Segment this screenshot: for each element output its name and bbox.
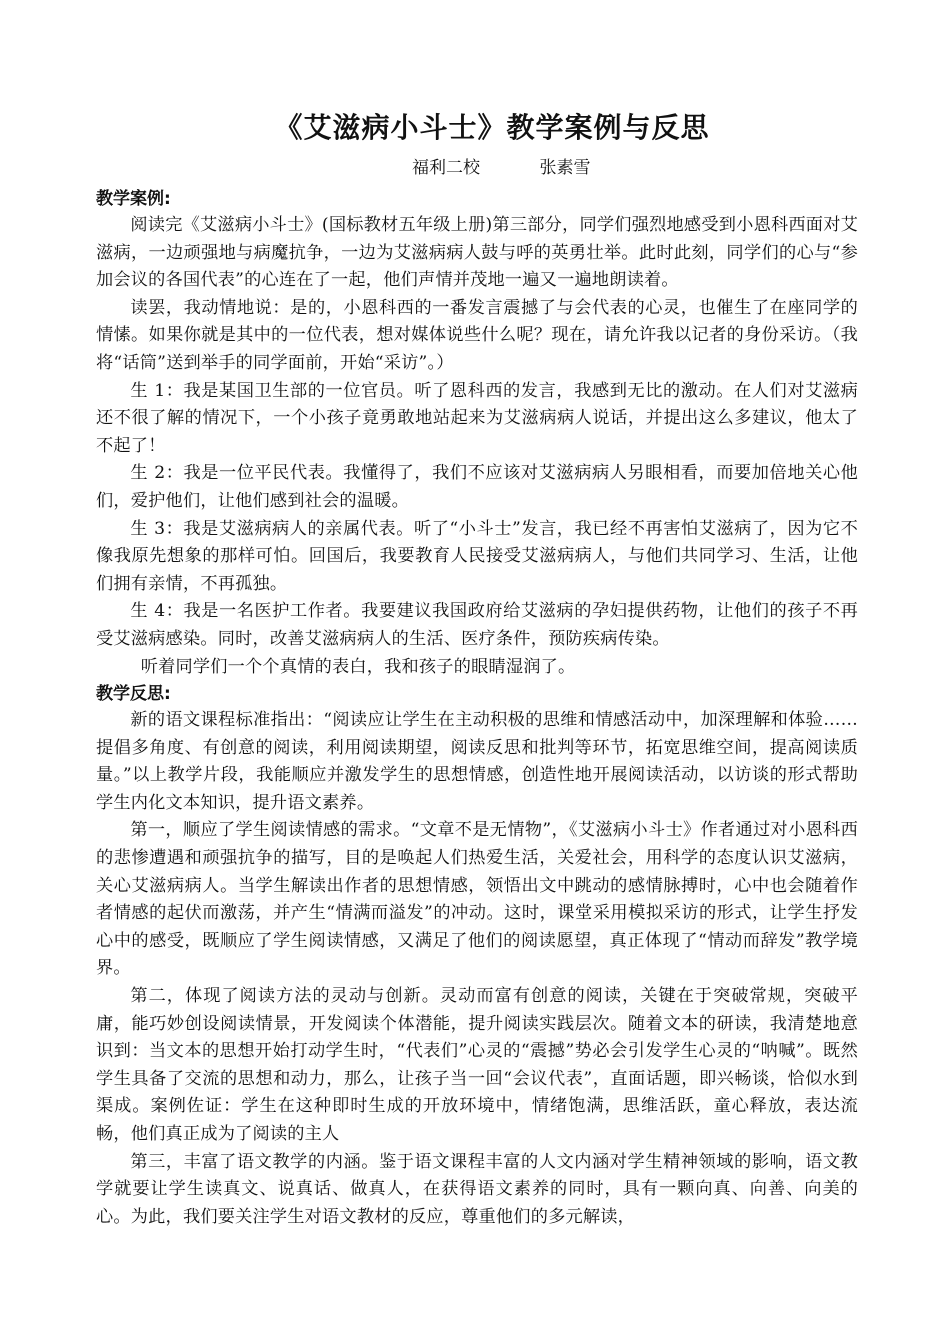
reflection-paragraph: 新的语文课程标准指出：“阅读应让学生在主动积极的思维和情感活动中，加深理解和体验……提倡多角度、有创意的阅读，利用阅读期望，阅读反思和批判等环节，拓宽思维空间，提高阅读质量。”以上教学片段，我能顺应并激发学生的思想情感，创造性地开展阅读活动，以访谈的形式帮助学生内化文本知识，提升语文素养。 bbox=[96, 710, 858, 813]
case-paragraph: 生 2：我是一位平民代表。我懂得了，我们不应该对艾滋病病人另眼相看，而要加倍地关心他们，爱护他们，让他们感到社会的温暖。 bbox=[96, 463, 858, 511]
case-paragraph: 读罢，我动情地说：是的，小恩科西的一番发言震撼了与会代表的心灵，也催生了在座同学的情愫。如果你就是其中的一位代表，想对媒体说些什么呢？现在，请允许我以记者的身份采访。（我将“话筒”送到举手的同学面前，开始“采访”。） bbox=[96, 297, 858, 373]
document-title: 《艾滋病小斗士》教学案例与反思 bbox=[274, 111, 710, 144]
reflection-paragraph: 第二，体现了阅读方法的灵动与创新。灵动而富有创意的阅读，关键在于突破常规，突破平庸，能巧妙创设阅读情景，开发阅读个体潜能，提升阅读实践层次。随着文本的研读，我清楚地意识到：当文本的思想开始打动学生时，“代表们”心灵的“震撼”势必会引发学生心灵的“呐喊”。既然学生具备了交流的思想和动力，那么，让孩子当一回“会议代表”，直面话题，即兴畅谈，恰似水到渠成。案例佐证：学生在这种即时生成的开放环境中，情绪饱满，思维活跃，童心释放，表达流畅，他们真正成为了阅读的主人 bbox=[96, 986, 858, 1144]
case-paragraph: 听着同学们一个个真情的表白，我和孩子的眼睛湿润了。 bbox=[140, 656, 576, 677]
author-name: 张素雪 bbox=[539, 158, 591, 178]
case-paragraph: 生 1：我是某国卫生部的一位官员。听了恩科西的发言，我感到无比的激动。在人们对艾滋病还不很了解的情况下，一个小孩子竟勇敢地站起来为艾滋病病人说话，并提出这么多建议，他太了不起了！ bbox=[96, 380, 858, 456]
reflection-paragraph: 第三，丰富了语文教学的内涵。鉴于语文课程丰富的人文内涵对学生精神领域的影响，语文教学就要让学生读真文、说真话、做真人，在获得语文素养的同时，具有一颗向真、向善、向美的心。为此，我们要关注学生对语文教材的反应，尊重他们的多元解读， bbox=[96, 1151, 858, 1227]
case-paragraph: 阅读完《艾滋病小斗士》(国标教材五年级上册)第三部分，同学们强烈地感受到小恩科西面对艾滋病，一边顽强地与病魔抗争，一边为艾滋病病人鼓与呼的英勇壮举。此时此刻，同学们的心与“参加会议的各国代表”的心连在了一起，他们声情并茂地一遍又一遍地朗读着。 bbox=[96, 215, 858, 291]
document-page bbox=[96, 108, 858, 1231]
section-heading-reflection: 教学反思: bbox=[96, 684, 171, 705]
school-name: 福利二校 bbox=[412, 158, 480, 178]
reflection-paragraph: 第一，顺应了学生阅读情感的需求。“文章不是无情物”，《艾滋病小斗士》作者通过对小恩科西的悲惨遭遇和顽强抗争的描写，目的是唤起人们热爱生活，关爱社会，用科学的态度认识艾滋病，关心艾滋病病人。当学生解读出作者的思想情感，领悟出文中跳动的感情脉搏时，心中也会随着作者情感的起伏而激荡，并产生“情满而溢发”的冲动。这时，课堂采用模拟采访的形式，让学生抒发心中的感受，既顺应了学生阅读情感，又满足了他们的阅读愿望，真正体现了“情动而辞发”教学境界。 bbox=[96, 820, 858, 979]
case-paragraph: 生 4：我是一名医护工作者。我要建议我国政府给艾滋病的孕妇提供药物，让他们的孩子不再受艾滋病感染。同时，改善艾滋病病人的生活、医疗条件，预防疾病传染。 bbox=[96, 601, 858, 649]
byline bbox=[96, 154, 858, 182]
case-paragraph: 生 3：我是艾滋病病人的亲属代表。听了“小斗士”发言，我已经不再害怕艾滋病了，因为它不像我原先想象的那样可怕。回国后，我要教育人民接受艾滋病病人，与他们共同学习、生活，让他们拥有亲情，不再孤独。 bbox=[96, 518, 858, 594]
section-heading-case: 教学案例: bbox=[96, 189, 171, 209]
